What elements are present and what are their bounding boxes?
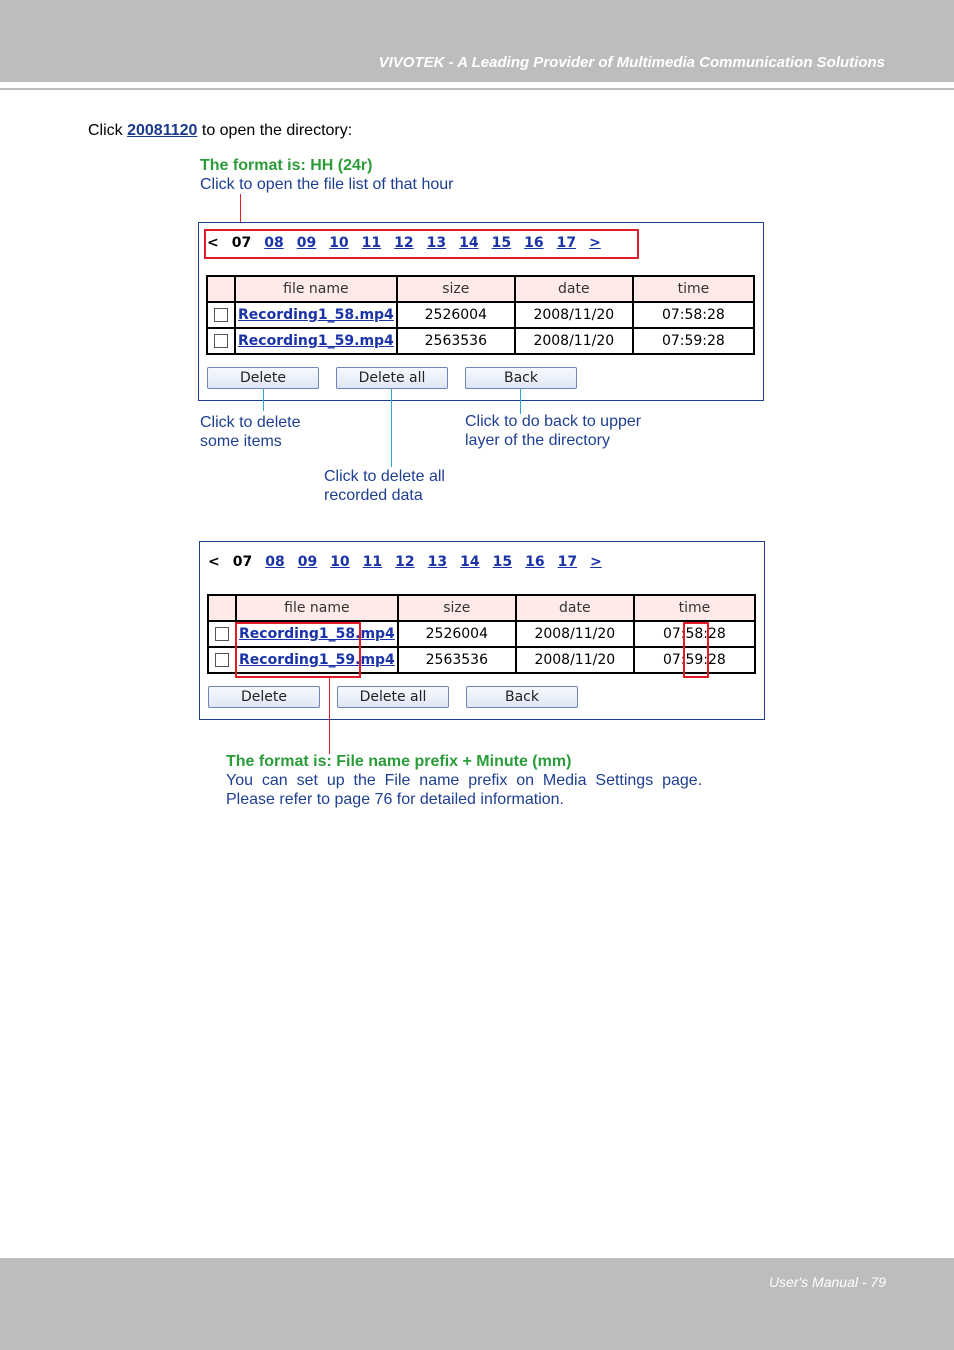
prev-hour-link[interactable]: < (208, 554, 220, 570)
hour-link[interactable]: 14 (459, 235, 479, 251)
filename-format-title: The format is: File name prefix + Minute (mm) (226, 753, 572, 770)
back-button[interactable]: Back (465, 367, 577, 389)
table-row (207, 302, 754, 328)
size-cell: 2526004 (398, 621, 516, 647)
delete-callout-line (263, 389, 264, 411)
column-header: file name (236, 595, 398, 621)
column-header: date (515, 276, 633, 302)
delete-button[interactable]: Delete (208, 686, 320, 708)
hour-link[interactable]: 15 (492, 554, 513, 570)
column-header: size (398, 595, 516, 621)
column-header: file name (235, 276, 397, 302)
current-hour: 07 (232, 554, 253, 570)
hour-format-note (200, 156, 453, 194)
file-name-cell (235, 302, 397, 328)
next-hour-link[interactable]: > (589, 235, 601, 251)
delete-note (200, 413, 301, 451)
header-divider (0, 88, 954, 90)
delete-all-button[interactable]: Delete all (336, 367, 448, 389)
back-button[interactable]: Back (466, 686, 578, 708)
table-header-row (207, 276, 754, 302)
back-callout-line (520, 389, 521, 414)
hour-format-desc: Click to open the file list of that hour (200, 176, 454, 193)
file-link[interactable]: Recording1_58.mp4 (238, 307, 394, 323)
filename-prefix-highlight (235, 622, 361, 678)
intro-suffix: to open the directory: (197, 122, 353, 139)
hour-link[interactable]: 09 (296, 235, 317, 251)
size-cell: 2563536 (397, 328, 515, 354)
time-cell: 07:58:28 (633, 302, 754, 328)
column-header: time (633, 276, 754, 302)
filename-format-line1: You can set up the File name prefix on Media Settings page. (226, 772, 703, 789)
directory-link[interactable]: 20081120 (127, 122, 198, 139)
prev-hour-link[interactable]: < (207, 235, 219, 251)
filename-callout-line (329, 676, 330, 754)
table-row (207, 328, 754, 354)
file-table (206, 275, 755, 355)
date-cell: 2008/11/20 (515, 302, 633, 328)
hour-link[interactable]: 10 (329, 235, 349, 251)
hour-nav (208, 552, 615, 572)
delete-all-button[interactable]: Delete all (337, 686, 449, 708)
column-header: time (634, 595, 755, 621)
delete-note-line1: Click to delete (200, 414, 301, 431)
row-checkbox[interactable] (214, 308, 228, 322)
hour-link[interactable]: 10 (330, 554, 350, 570)
hour-link[interactable]: 16 (524, 235, 544, 251)
date-cell: 2008/11/20 (515, 328, 633, 354)
delete-all-note-line2: recorded data (324, 487, 423, 504)
back-note (465, 412, 641, 450)
filename-format-note (226, 752, 702, 809)
page-header (0, 0, 954, 82)
hour-link[interactable]: 13 (427, 554, 448, 570)
back-note-line2: layer of the directory (465, 432, 610, 449)
hour-link[interactable]: 11 (361, 235, 382, 251)
filename-format-line2: Please refer to page 76 for detailed information. (226, 791, 564, 808)
next-hour-link[interactable]: > (590, 554, 602, 570)
hour-link[interactable]: 13 (426, 235, 447, 251)
table-header-row (208, 595, 755, 621)
row-checkbox[interactable] (215, 653, 229, 667)
time-cell: 07:59:28 (633, 328, 754, 354)
delete-all-note (324, 467, 445, 505)
header-checkbox-cell (207, 276, 235, 302)
hour-format-title: The format is: HH (24r) (200, 157, 373, 174)
hour-link[interactable]: 12 (394, 235, 414, 251)
size-cell: 2526004 (397, 302, 515, 328)
hour-link[interactable]: 14 (460, 554, 480, 570)
intro-prefix: Click (88, 122, 128, 139)
hour-link[interactable]: 08 (264, 235, 284, 251)
file-link[interactable]: Recording1_59.mp4 (239, 652, 395, 668)
time-cell: 07:59:28 (634, 647, 755, 673)
size-cell: 2563536 (398, 647, 516, 673)
hour-link[interactable]: 12 (395, 554, 415, 570)
hour-link[interactable]: 15 (491, 235, 512, 251)
file-link[interactable]: Recording1_58.mp4 (239, 626, 395, 642)
row-checkbox[interactable] (214, 334, 228, 348)
row-checkbox-cell (207, 302, 235, 328)
delete-button[interactable]: Delete (207, 367, 319, 389)
hour-link[interactable]: 11 (362, 554, 383, 570)
page-number: User's Manual - 79 (768, 1274, 886, 1290)
current-hour: 07 (231, 235, 252, 251)
page-footer (0, 1258, 954, 1350)
time-cell: 07:58:28 (634, 621, 755, 647)
back-note-line1: Click to do back to upper (465, 413, 642, 430)
hour-link[interactable]: 08 (265, 554, 285, 570)
delete-all-callout-line (391, 389, 392, 467)
row-checkbox-cell (208, 621, 236, 647)
column-header: size (397, 276, 515, 302)
row-checkbox-cell (208, 647, 236, 673)
hour-link[interactable]: 17 (556, 235, 577, 251)
delete-note-line2: some items (200, 433, 282, 450)
delete-all-note-line1: Click to delete all (324, 468, 445, 485)
date-cell: 2008/11/20 (516, 647, 634, 673)
file-name-cell (235, 328, 397, 354)
row-checkbox[interactable] (215, 627, 229, 641)
hour-link[interactable]: 16 (525, 554, 545, 570)
column-header: date (516, 595, 634, 621)
row-checkbox-cell (207, 328, 235, 354)
file-link[interactable]: Recording1_59.mp4 (238, 333, 394, 349)
header-title: VIVOTEK - A Leading Provider of Multimedia Communication Solutions (378, 54, 885, 71)
intro-text (88, 122, 352, 140)
date-cell: 2008/11/20 (516, 621, 634, 647)
hour-link[interactable]: 17 (557, 554, 578, 570)
minute-highlight (683, 622, 709, 678)
header-checkbox-cell (208, 595, 236, 621)
hour-link[interactable]: 09 (297, 554, 318, 570)
hour-nav-highlight (204, 229, 639, 259)
